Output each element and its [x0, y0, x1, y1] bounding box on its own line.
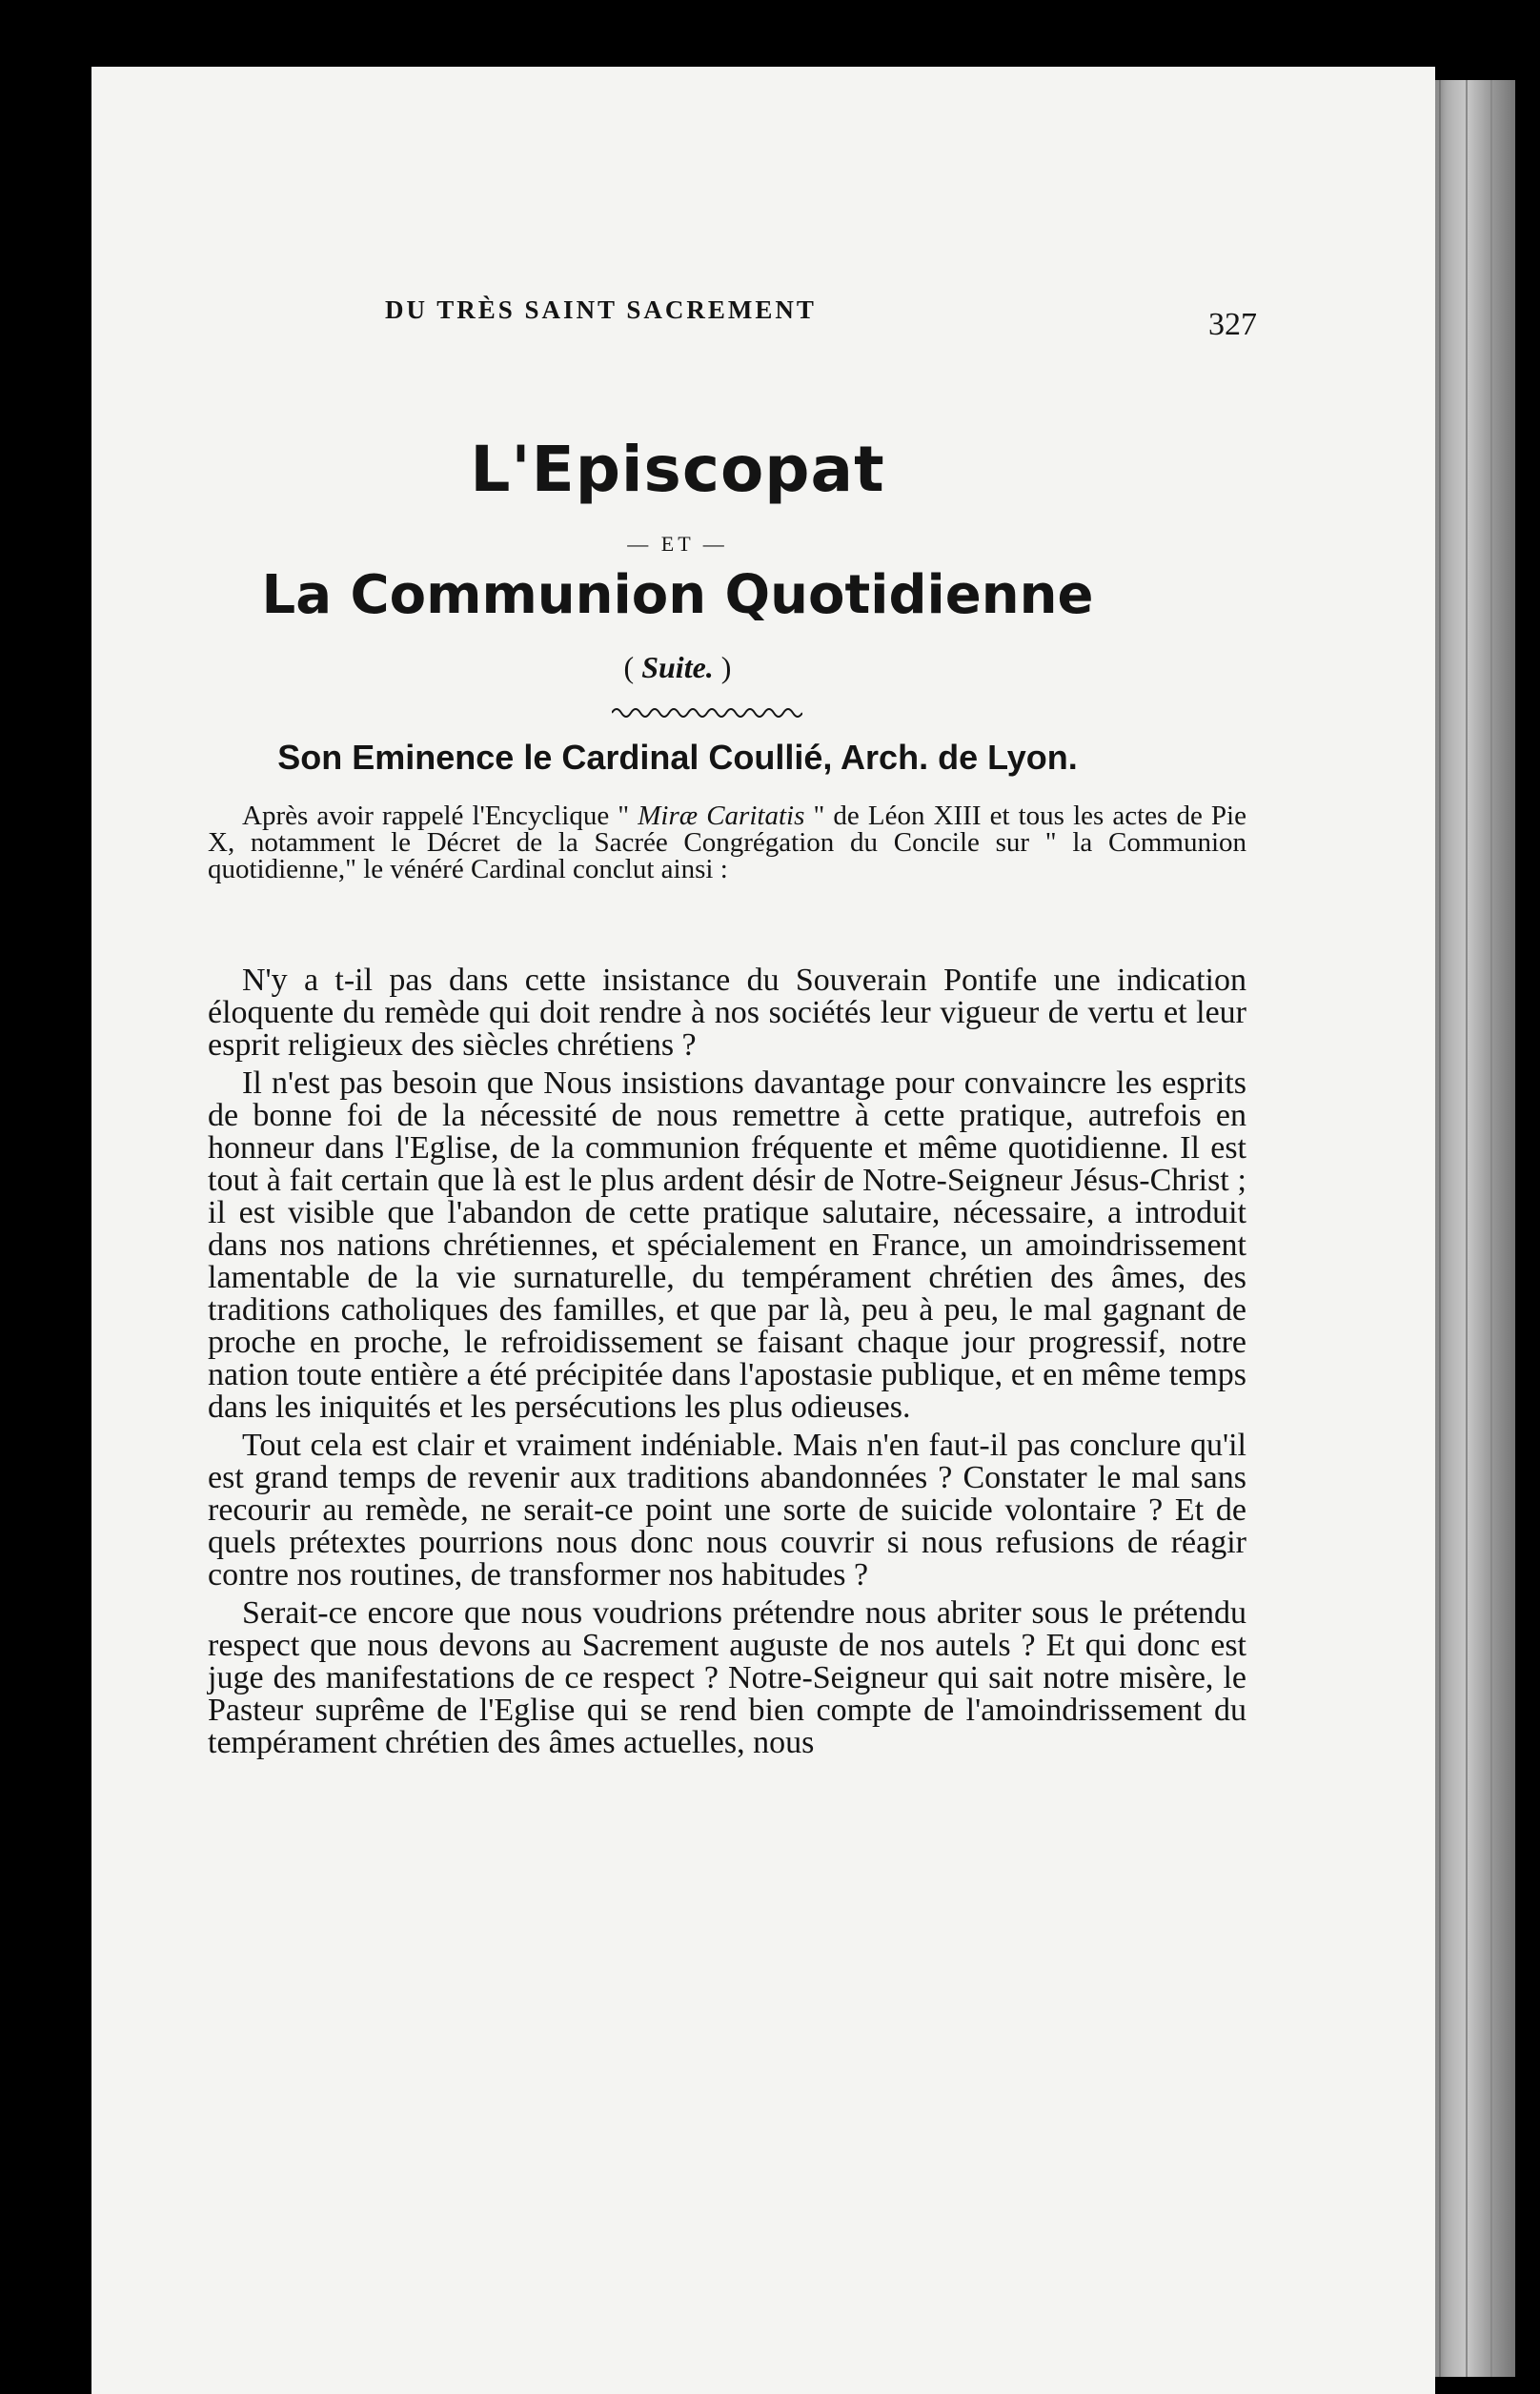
body-paragraph: N'y a t-il pas dans cette insistance du Souverain Pontife une indication éloquente du remède qui doit rendre à nos sociétés leur vigueur de vertu et leur esprit religieux des siècles chrétiens ? — [208, 963, 1246, 1063]
encyclical-title: Miræ Caritatis — [638, 801, 805, 831]
intro-paragraph: Après avoir rappelé l'Encyclique " Miræ Caritatis " de Léon XIII et tous les actes de Pie X, notamment le Décret de la Sacrée Congrégation du Concile sur " la Communion quotidienne," le vénéré Cardinal conclut ainsi : — [208, 801, 1246, 884]
wavy-ornament-icon — [612, 703, 802, 722]
article-body — [208, 964, 1246, 1765]
continuation-word: Suite. — [641, 650, 714, 684]
body-paragraph: Serait-ce encore que nous voudrions prétendre nous abriter sous le prétendu respect que nous devons au Sacrement auguste de nos autels ? Et qui donc est juge des manifestations de ce respect ? Notre-Seigneur qui sait notre misère, le Pasteur suprême de l'Eglise qui se rend bien compte de l'amoindrissement du tempérament chrétien des âmes actuelles, nous — [208, 1595, 1246, 1760]
body-paragraph: Tout cela est clair et vraiment indéniable. Mais n'en faut-il pas conclure qu'il est grand temps de revenir aux traditions abandonnées ? Constater le mal sans recourir au remède, ne serait-ce point une sorte de suicide volontaire ? Et de quels prétextes pourrions nous donc nous couvrir si nous refusions de réagir contre nos routines, de transformer nos habitudes ? — [208, 1428, 1246, 1593]
continuation-note: ( Suite. ) — [623, 650, 732, 684]
article-subtitle: La Communion Quotidienne — [261, 564, 1094, 626]
book-page — [91, 67, 1435, 2394]
page-number: 327 — [1208, 307, 1257, 342]
author-heading: Son Eminence le Cardinal Coullié, Arch. de Lyon. — [277, 738, 1078, 777]
conjunction-line: — ET — — [627, 532, 728, 556]
running-header: DU TRÈS SAINT SACREMENT — [385, 295, 817, 324]
article-title: L'Episcopat — [470, 433, 885, 506]
body-paragraph: Il n'est pas besoin que Nous insistions davantage pour convaincre les esprits de bonne foi de la nécessité de nous remettre à cette pratique, autrefois en honneur dans l'Eglise, de la communion fréquente et même quotidienne. Il est tout à fait certain que là est le plus ardent désir de Notre-Seigneur Jésus-Christ ; il est visible que l'abandon de cette pratique salutaire, nécessaire, a introduit dans nos nations chrétiennes, et spécialement en France, un amoindrissement lamentable de la vie surnaturelle, du tempérament chrétien des âmes, des traditions catholiques des familles, et que par là, peu à peu, le mal gagnant de proche en proche, le refroidissement se faisant chaque jour progressif, notre nation toute entière a été précipitée dans l'apostasie publique, et en même temps dans les iniquités et les persécutions les plus odieuses. — [208, 1065, 1246, 1425]
